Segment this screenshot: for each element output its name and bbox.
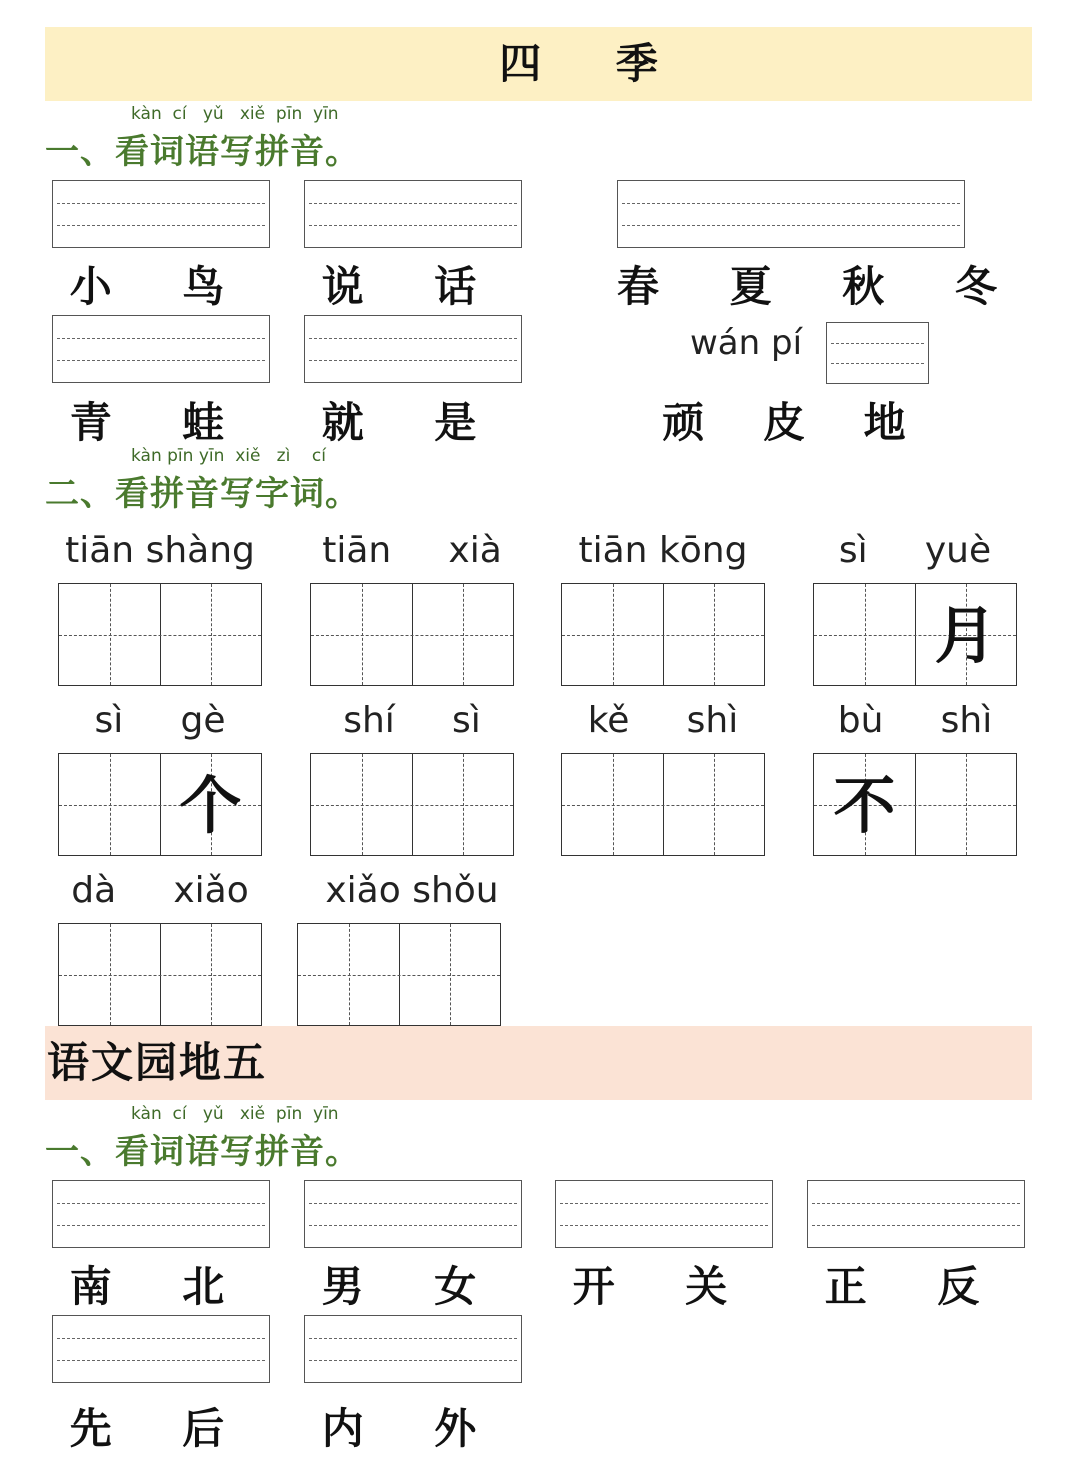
- tianzige-grid[interactable]: [58, 923, 262, 1026]
- grid-pinyin: shí sì: [343, 700, 481, 741]
- pinyin-box[interactable]: [304, 180, 522, 248]
- tianzige-grid[interactable]: [561, 583, 765, 686]
- word: 正 反: [824, 1262, 1008, 1311]
- tianzige-grid[interactable]: [58, 753, 262, 856]
- tianzige-grid[interactable]: [813, 753, 1017, 856]
- grid-pinyin: bù shì: [837, 700, 993, 741]
- yuwen-band: [45, 1026, 1032, 1100]
- grid-pinyin: tiān kōng: [578, 530, 748, 571]
- pinyin-box[interactable]: [52, 315, 270, 383]
- word: 开 关: [572, 1262, 756, 1311]
- grid-char: [311, 754, 412, 855]
- word: 就 是: [321, 398, 505, 447]
- grid-char: [59, 754, 160, 855]
- section1-title: 一、看词语写拼音。: [45, 132, 360, 172]
- section2-title: 二、看拼音写字词。: [45, 474, 360, 514]
- grid-char: [562, 754, 663, 855]
- word: 男 女: [321, 1262, 505, 1311]
- word: 说 话: [321, 262, 505, 311]
- grid-pinyin: dà xiǎo: [71, 870, 249, 911]
- inline-pinyin: wán pí: [690, 323, 803, 363]
- grid-pinyin: sì gè: [94, 700, 226, 741]
- grid-char: [298, 924, 399, 1025]
- pinyin-box[interactable]: [304, 1180, 522, 1248]
- pinyin-box[interactable]: [52, 180, 270, 248]
- grid-pinyin: xiǎo shǒu: [325, 870, 499, 911]
- section1-pinyin: kàn cí yǔ xiě pīn yīn: [131, 104, 339, 124]
- grid-char: [311, 584, 412, 685]
- yuwen-title: 语文园地五: [47, 1038, 268, 1087]
- pinyin-box[interactable]: [807, 1180, 1025, 1248]
- pinyin-box[interactable]: [52, 1315, 270, 1383]
- grid-char: [59, 584, 160, 685]
- tianzige-grid[interactable]: [297, 923, 501, 1026]
- grid-char: [399, 924, 500, 1025]
- word: 小 鸟: [69, 262, 253, 311]
- word: 先 后: [69, 1404, 253, 1453]
- grid-char: [59, 924, 160, 1025]
- grid-pinyin: sì yuè: [838, 530, 992, 571]
- page-title: 四 季: [499, 39, 688, 88]
- tianzige-grid[interactable]: [561, 753, 765, 856]
- pinyin-box[interactable]: [52, 1180, 270, 1248]
- grid-char: 个: [179, 769, 242, 842]
- section3-pinyin: kàn cí yǔ xiě pīn yīn: [131, 1104, 339, 1124]
- grid-char: [412, 754, 513, 855]
- word: 春 夏 秋 冬: [617, 262, 1025, 311]
- tianzige-grid[interactable]: [813, 583, 1017, 686]
- word: 顽 皮 地: [662, 398, 928, 447]
- tianzige-grid[interactable]: [310, 753, 514, 856]
- pinyin-box[interactable]: [555, 1180, 773, 1248]
- pinyin-box[interactable]: [826, 322, 929, 384]
- pinyin-box[interactable]: [304, 315, 522, 383]
- grid-char: [814, 584, 915, 685]
- section3-title: 一、看词语写拼音。: [45, 1132, 360, 1172]
- grid-pinyin: tiān shàng: [65, 530, 255, 571]
- grid-char: [562, 584, 663, 685]
- grid-char: 月: [934, 599, 997, 672]
- word: 青 蛙: [69, 398, 253, 447]
- word: 南 北: [69, 1262, 253, 1311]
- pinyin-box[interactable]: [617, 180, 965, 248]
- section2-pinyin: kàn pīn yīn xiě zì cí: [131, 446, 326, 466]
- grid-pinyin: tiān xià: [322, 530, 502, 571]
- grid-char: [663, 584, 764, 685]
- grid-char: [915, 754, 1016, 855]
- grid-char: 不: [833, 769, 896, 842]
- title-band: [45, 27, 1032, 101]
- tianzige-grid[interactable]: [58, 583, 262, 686]
- grid-char: [412, 584, 513, 685]
- grid-char: [160, 924, 261, 1025]
- tianzige-grid[interactable]: [310, 583, 514, 686]
- grid-pinyin: kě shì: [587, 700, 739, 741]
- pinyin-box[interactable]: [304, 1315, 522, 1383]
- word: 内 外: [321, 1404, 505, 1453]
- grid-char: [160, 584, 261, 685]
- grid-char: [663, 754, 764, 855]
